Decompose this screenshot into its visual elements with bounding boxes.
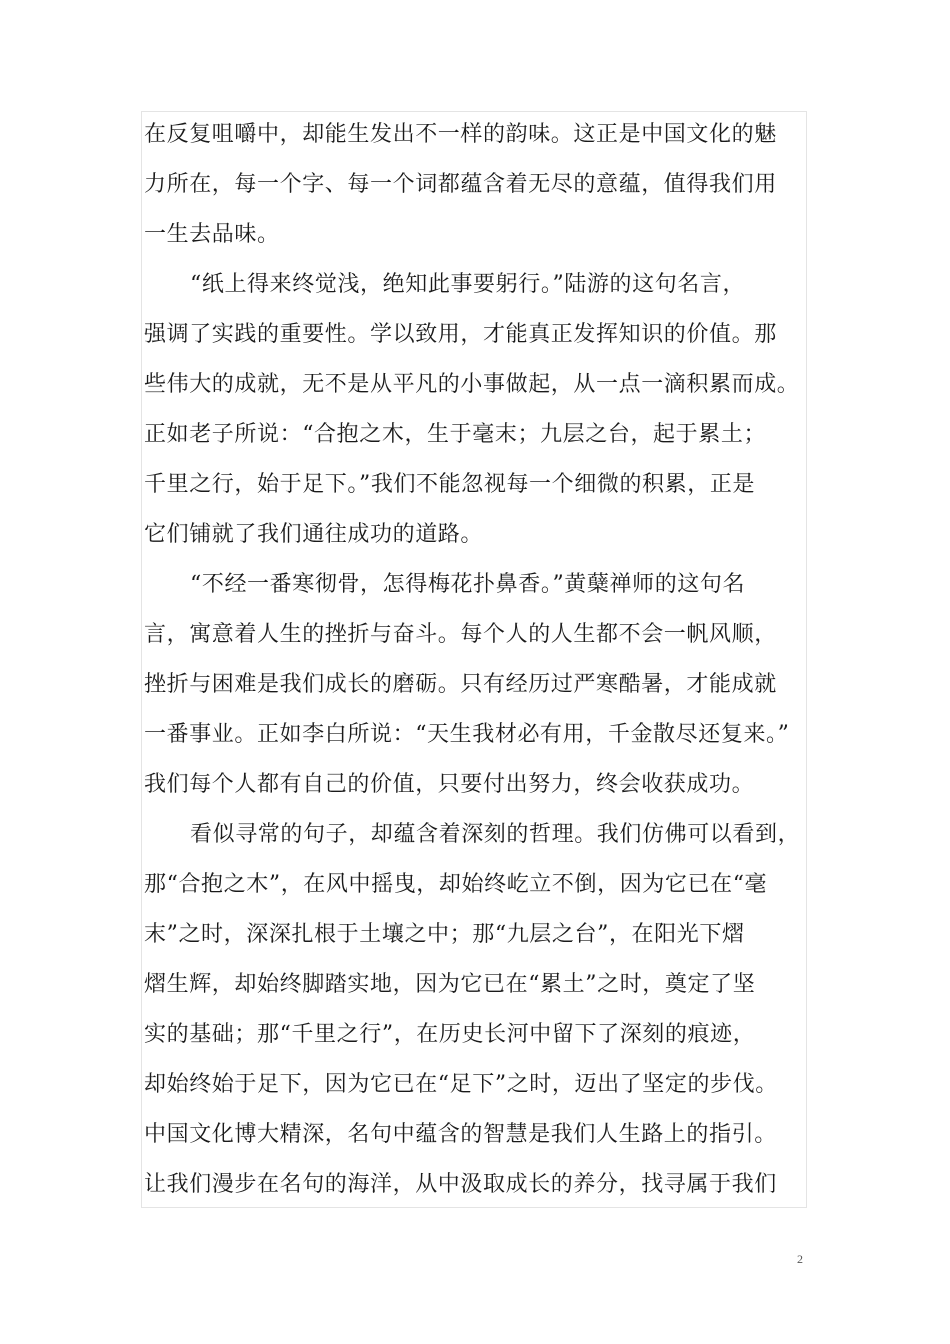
paragraph-start-line: “不经一番寒彻骨，怎得梅花扑鼻香。”黄蘖禅师的这句名 (190, 572, 746, 597)
text-line: 些伟大的成就，无不是从平凡的小事做起，从一点一滴积累而成。 (144, 372, 800, 397)
text-line: 挫折与困难是我们成长的磨砺。只有经历过严寒酷暑，才能成就 (144, 672, 777, 697)
text-line: 强调了实践的重要性。学以致用，才能真正发挥知识的价值。那 (144, 322, 777, 347)
text-line: 却始终始于足下，因为它已在“足下”之时，迈出了坚定的步伐。 (144, 1072, 778, 1097)
text-line: 言，寓意着人生的挫折与奋斗。每个人的人生都不会一帆风顺， (144, 622, 777, 647)
paragraph-start-line: “纸上得来终觉浅，绝知此事要躬行。”陆游的这句名言， (190, 272, 746, 297)
text-line: 千里之行，始于足下。”我们不能忽视每一个细微的积累，正是 (144, 472, 756, 497)
text-line: 正如老子所说：“合抱之木，生于毫末；九层之台，起于累土； (144, 422, 767, 447)
text-line: 它们铺就了我们通往成功的道路。 (144, 522, 484, 547)
text-line: 中国文化博大精深，名句中蕴含的智慧是我们人生路上的指引。 (144, 1122, 777, 1147)
paragraph-start-line: 看似寻常的句子，却蕴含着深刻的哲理。我们仿佛可以看到， (190, 822, 801, 847)
text-line: 实的基础；那“千里之行”，在历史长河中留下了深刻的痕迹， (144, 1022, 756, 1047)
text-line: 熠生辉，却始终脚踏实地，因为它已在“累土”之时，奠定了坚 (144, 972, 756, 997)
text-line: 那“合抱之木”，在风中摇曳，却始终屹立不倒，因为它已在“毫 (144, 872, 768, 897)
text-line: 让我们漫步在名句的海洋，从中汲取成长的养分，找寻属于我们 (144, 1172, 777, 1197)
text-line: 力所在，每一个字、每一个词都蕴含着无尽的意蕴，值得我们用 (144, 172, 777, 197)
text-line: 一生去品味。 (144, 222, 280, 247)
page-number: 2 (797, 1252, 803, 1266)
text-line: 我们每个人都有自己的价值，只要付出努力，终会收获成功。 (144, 772, 755, 797)
text-line: 一番事业。正如李白所说：“天生我材必有用，千金散尽还复来。” (144, 722, 790, 747)
text-line: 在反复咀嚼中，却能生发出不一样的韵味。这正是中国文化的魅 (144, 122, 777, 147)
text-line: 末”之时，深深扎根于土壤之中；那“九层之台”，在阳光下熠 (144, 922, 745, 947)
